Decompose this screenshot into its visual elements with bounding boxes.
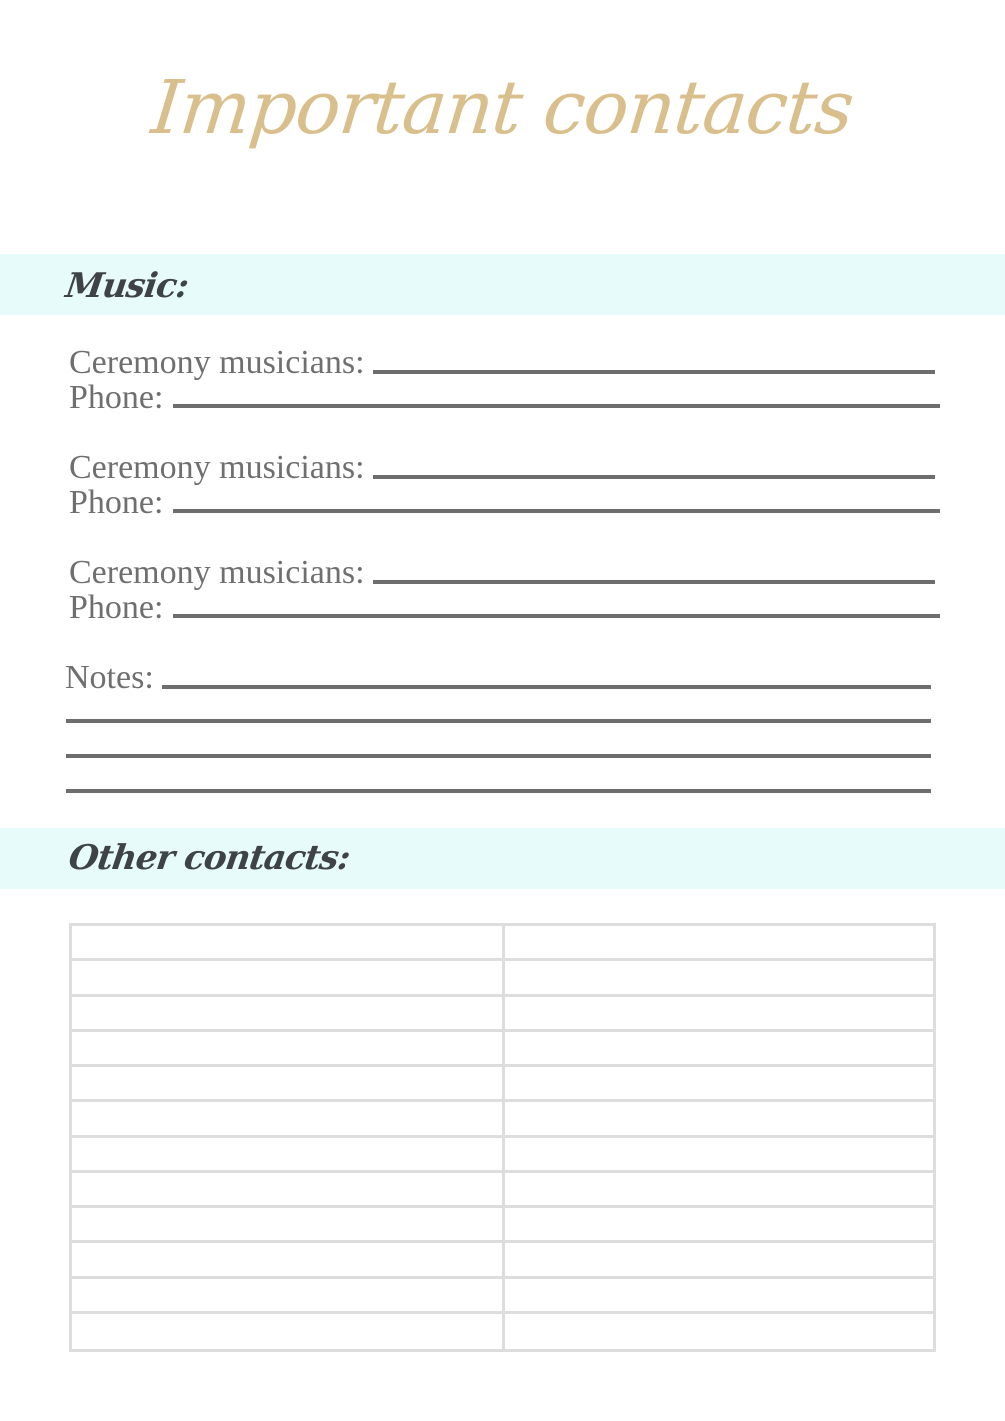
musicians-label: Ceremony musicians: (69, 449, 365, 486)
musicians-field-3[interactable] (69, 555, 939, 591)
table-cell[interactable] (72, 1067, 505, 1102)
table-cell[interactable] (72, 926, 505, 961)
musicians-line (373, 370, 935, 374)
phone-label: Phone: (69, 484, 164, 521)
phone-line (173, 509, 940, 513)
table-cell[interactable] (505, 1138, 933, 1173)
musicians-line (373, 475, 935, 479)
musicians-label: Ceremony musicians: (69, 344, 365, 381)
music-section-heading: Music: (63, 266, 191, 306)
musicians-field-2[interactable] (69, 450, 939, 486)
musicians-field-1[interactable] (69, 345, 939, 381)
notes-line-3[interactable] (66, 754, 931, 758)
table-cell[interactable] (72, 1032, 505, 1067)
phone-line (173, 404, 940, 408)
phone-label: Phone: (69, 589, 164, 626)
table-cell[interactable] (72, 1173, 505, 1208)
table-cell[interactable] (505, 1102, 933, 1137)
table-cell[interactable] (505, 1208, 933, 1243)
phone-label: Phone: (69, 379, 164, 416)
table-cell[interactable] (72, 997, 505, 1032)
table-cell[interactable] (505, 1279, 933, 1314)
notes-line (162, 685, 931, 689)
table-cell[interactable] (72, 1243, 505, 1278)
table-cell[interactable] (72, 1279, 505, 1314)
table-cell[interactable] (505, 1032, 933, 1067)
table-cell[interactable] (505, 961, 933, 996)
table-cell[interactable] (72, 1208, 505, 1243)
phone-field-2[interactable] (69, 485, 941, 521)
table-cell[interactable] (72, 1138, 505, 1173)
table-cell[interactable] (505, 1173, 933, 1208)
table-cell[interactable] (505, 1067, 933, 1102)
other-contacts-table (69, 923, 936, 1352)
musicians-line (373, 580, 935, 584)
table-cell[interactable] (505, 997, 933, 1032)
phone-field-1[interactable] (69, 380, 941, 416)
table-cell[interactable] (72, 1314, 505, 1349)
table-cell[interactable] (505, 1243, 933, 1278)
notes-label: Notes: (65, 659, 154, 696)
phone-line (173, 614, 940, 618)
notes-line-4[interactable] (66, 789, 931, 793)
musicians-label: Ceremony musicians: (69, 554, 365, 591)
notes-field[interactable] (65, 660, 933, 696)
page-title: Important contacts (147, 65, 858, 151)
notes-line-2[interactable] (66, 719, 931, 723)
other-contacts-heading: Other contacts: (66, 838, 353, 878)
table-cell[interactable] (72, 1102, 505, 1137)
table-cell[interactable] (72, 961, 505, 996)
table-cell[interactable] (505, 1314, 933, 1349)
phone-field-3[interactable] (69, 590, 941, 626)
table-cell[interactable] (505, 926, 933, 961)
